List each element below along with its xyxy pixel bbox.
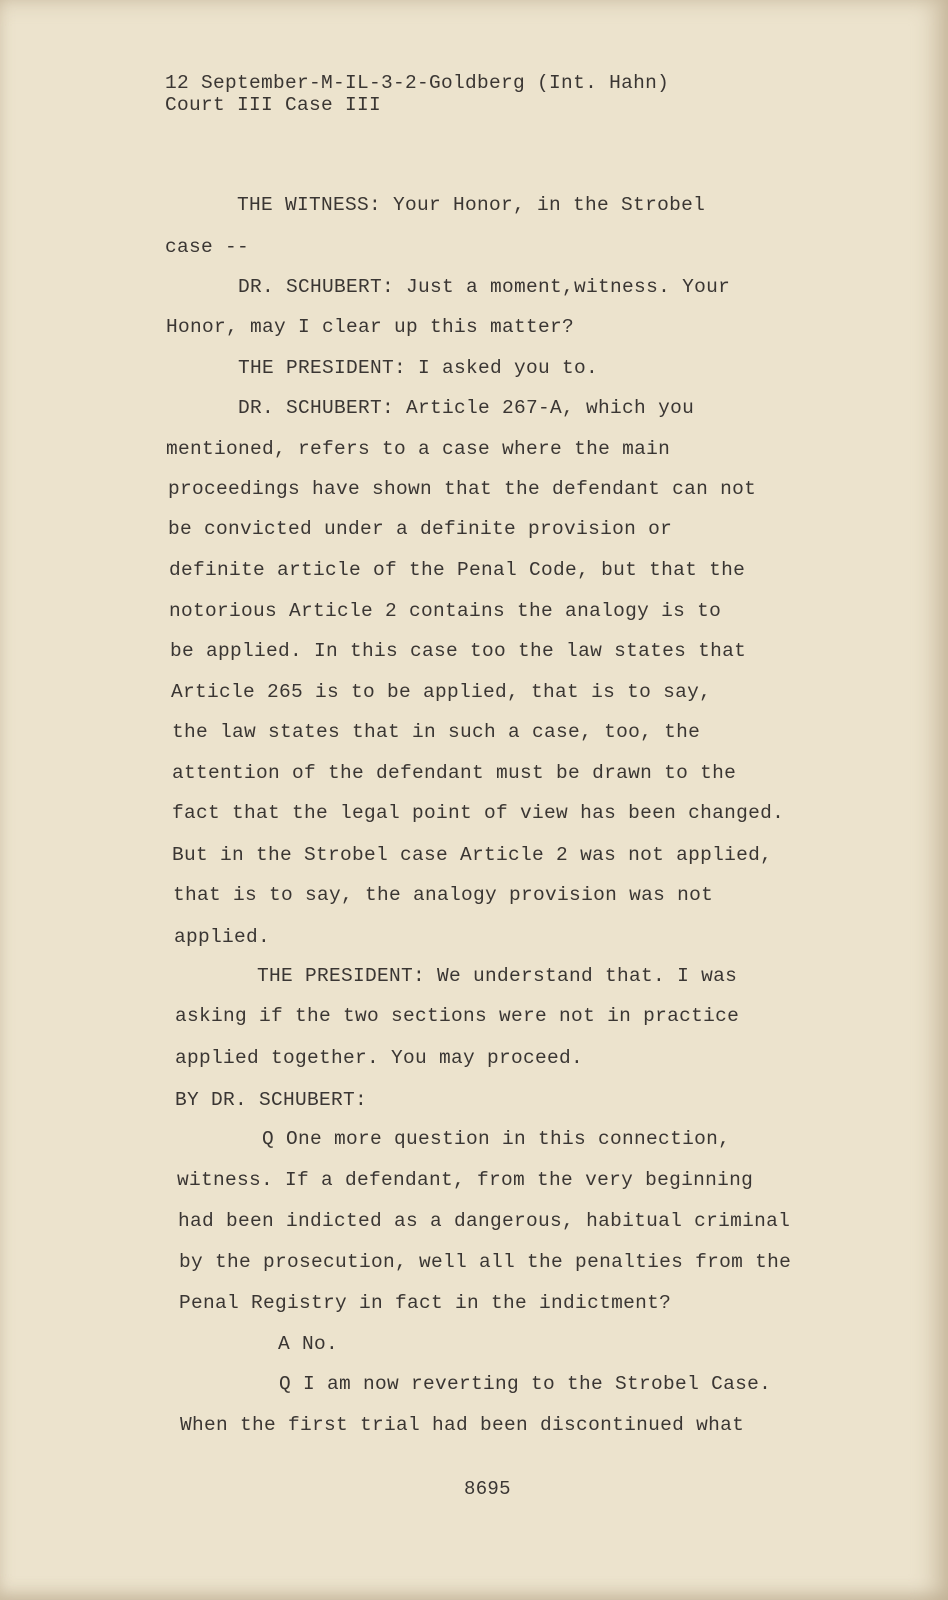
transcript-line: the law states that in such a case, too, the [172,721,701,743]
transcript-line: definite article of the Penal Code, but that the [169,559,746,581]
transcript-line: THE PRESIDENT: I asked you to. [238,357,599,379]
transcript-line: by the prosecution, well all the penalties from the [179,1251,792,1273]
transcript-line: be applied. In this case too the law states that [170,640,747,662]
transcript-line: proceedings have shown that the defendant can not [168,478,757,500]
transcript-line: Penal Registry in fact in the indictment? [179,1292,672,1314]
transcript-line: Honor, may I clear up this matter? [166,316,575,338]
transcript-line: mentioned, refers to a case where the main [166,438,671,460]
transcript-line: Article 265 is to be applied, that is to say, [171,681,712,703]
transcript-line: Q I am now reverting to the Strobel Case. [279,1373,772,1395]
transcript-line: applied. [174,926,271,948]
header-court: Court III Case III [165,94,382,116]
transcript-line: THE WITNESS: Your Honor, in the Strobel [237,194,706,216]
transcript-line: applied together. You may proceed. [175,1047,584,1069]
transcript-line: DR. SCHUBERT: Article 267-A, which you [238,397,695,419]
transcript-line: be convicted under a definite provision or [168,518,673,540]
transcript-line: Q One more question in this connection, [262,1128,731,1150]
header-case-reference: 12 September-M-IL-3-2-Goldberg (Int. Hahn) [165,72,670,94]
transcript-line: attention of the defendant must be drawn to the [172,762,737,784]
transcript-line: THE PRESIDENT: We understand that. I was [257,965,738,987]
transcript-line: case -- [165,236,250,258]
transcript-line: fact that the legal point of view has been changed. [172,802,785,824]
transcript-line: But in the Strobel case Article 2 was not applied, [172,844,773,866]
transcript-line: had been indicted as a dangerous, habitual criminal [178,1210,791,1232]
transcript-line: BY DR. SCHUBERT: [175,1089,368,1111]
page-number: 8695 [464,1478,511,1500]
transcript-line: DR. SCHUBERT: Just a moment,witness. Your [238,276,731,298]
transcript-line: When the first trial had been discontinued what [180,1414,745,1436]
transcript-line: that is to say, the analogy provision was not [173,884,714,906]
transcript-line: witness. If a defendant, from the very beginning [177,1169,754,1191]
transcript-line: A No. [278,1333,339,1355]
transcript-line: asking if the two sections were not in practice [175,1005,740,1027]
transcript-line: notorious Article 2 contains the analogy is to [169,600,722,622]
